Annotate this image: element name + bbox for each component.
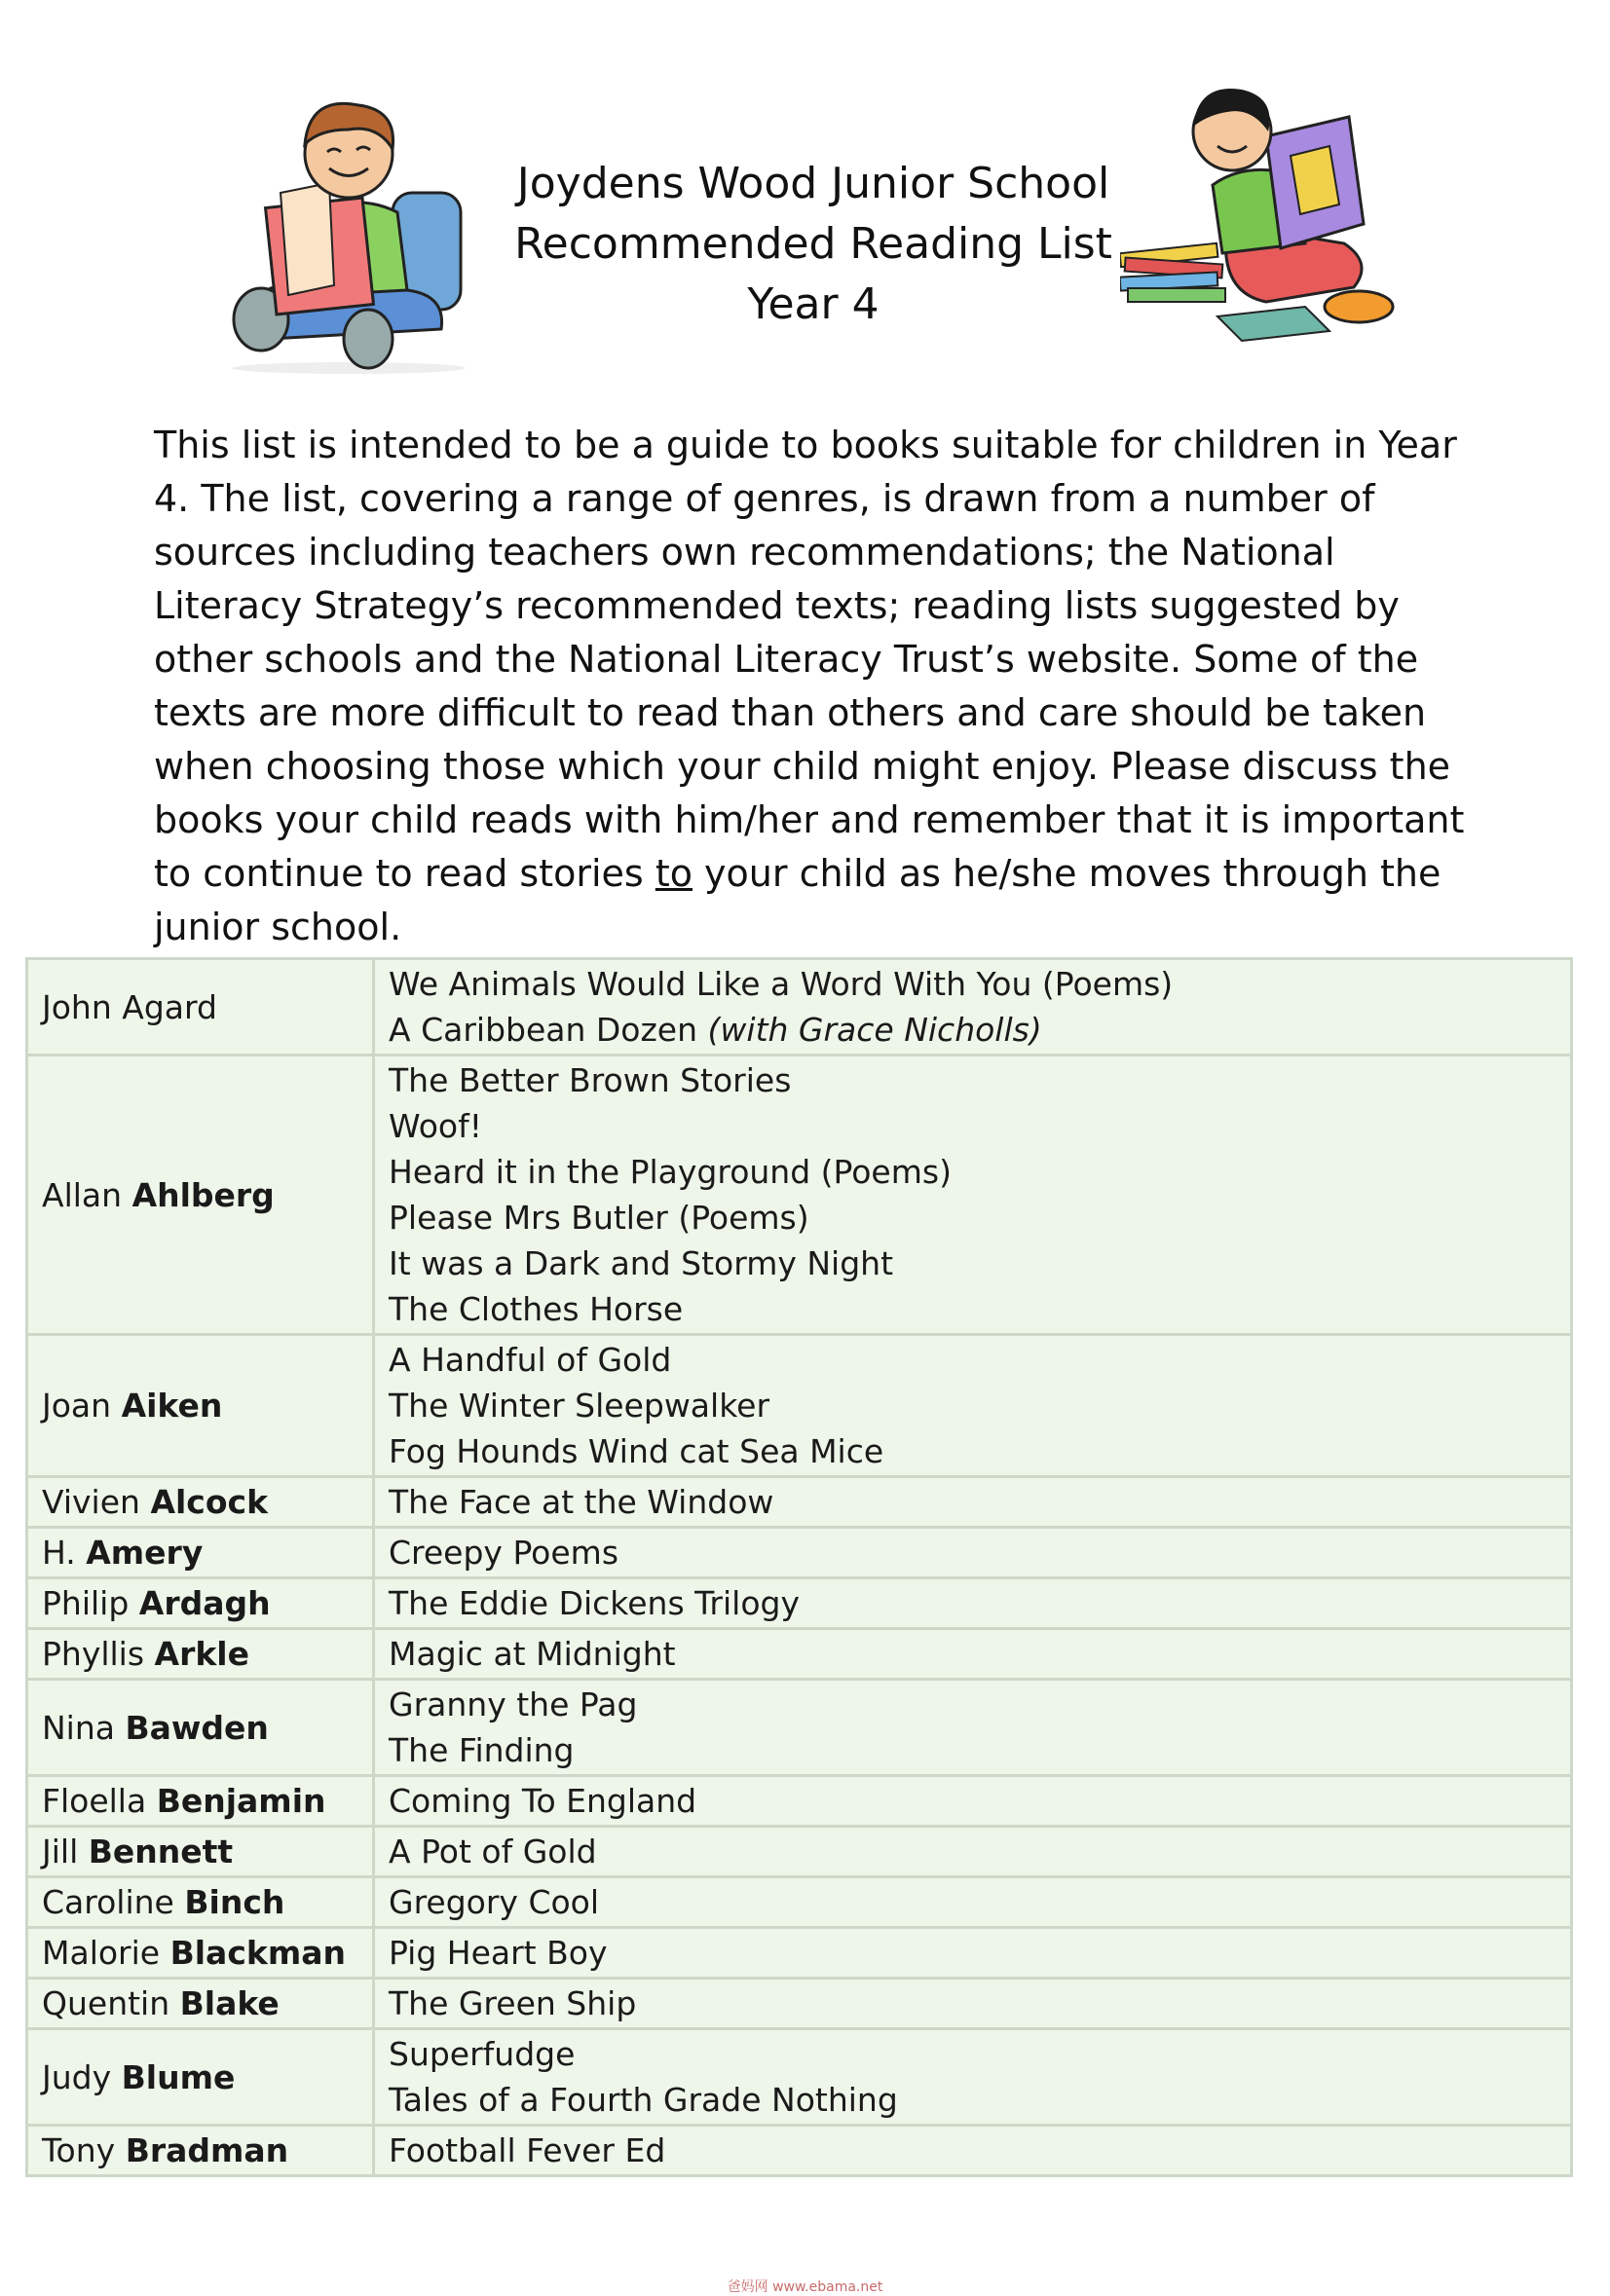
book-titles-cell — [374, 1928, 1572, 1979]
book-title-text: Coming To England — [389, 1782, 697, 1820]
book-titles-cell — [374, 1680, 1572, 1776]
author-cell — [27, 1979, 374, 2029]
book-title-text: Fog Hounds Wind cat Sea Mice — [389, 1432, 884, 1470]
book-title — [389, 1286, 1556, 1332]
book-titles-cell — [374, 1578, 1572, 1629]
book-title — [389, 1428, 1556, 1474]
book-title-text: Woof! — [389, 1107, 482, 1145]
title-line-school: Joydens Wood Junior School — [516, 159, 1110, 208]
book-title — [389, 1337, 1556, 1383]
author-cell — [27, 1629, 374, 1680]
author-cell — [27, 1827, 374, 1877]
book-title-text: A Pot of Gold — [389, 1833, 597, 1870]
book-title-text: Football Fever Ed — [389, 2131, 666, 2169]
book-title — [389, 1530, 1556, 1575]
author-first-name: Nina — [42, 1708, 115, 1747]
intro-emphasis: to — [655, 852, 693, 895]
author-surname: Agard — [122, 987, 217, 1026]
book-titles-cell — [374, 1477, 1572, 1528]
table-row — [27, 1827, 1572, 1877]
book-title — [389, 1682, 1556, 1727]
book-title-text: The Better Brown Stories — [389, 1061, 792, 1099]
author-cell — [27, 1477, 374, 1528]
book-title-text: The Green Ship — [389, 1984, 637, 2022]
book-title — [389, 1479, 1556, 1525]
author-surname: Bennett — [88, 1833, 234, 1870]
author-surname: Amery — [86, 1534, 204, 1572]
book-title — [389, 1241, 1556, 1286]
reading-list-table-container — [25, 957, 1573, 2177]
book-title-text: Please Mrs Butler (Poems) — [389, 1199, 809, 1237]
book-title-text: It was a Dark and Stormy Night — [389, 1244, 894, 1282]
author-first-name: John — [42, 987, 112, 1026]
book-title — [389, 1829, 1556, 1874]
table-row — [27, 2029, 1572, 2126]
author-surname: Alcock — [150, 1483, 269, 1521]
title-line-year: Year 4 — [747, 279, 880, 329]
book-title — [389, 2077, 1556, 2123]
author-first-name: Caroline — [42, 1883, 174, 1921]
table-row — [27, 1680, 1572, 1776]
table-row — [27, 2126, 1572, 2176]
book-title-text: The Winter Sleepwalker — [389, 1387, 770, 1425]
book-title-text: Granny the Pag — [389, 1685, 638, 1723]
book-title-text: Gregory Cool — [389, 1883, 600, 1921]
author-first-name: Phyllis — [42, 1635, 145, 1673]
book-title-text: Superfudge — [389, 2035, 576, 2073]
reading-list-table — [25, 957, 1573, 2177]
book-title — [389, 1383, 1556, 1428]
author-surname: Ardagh — [138, 1584, 271, 1622]
book-titles-cell — [374, 1877, 1572, 1928]
book-titles-cell — [374, 2029, 1572, 2126]
book-title-text: A Handful of Gold — [389, 1341, 672, 1379]
author-cell — [27, 2029, 374, 2126]
author-surname: Binch — [184, 1883, 285, 1921]
table-row — [27, 1776, 1572, 1827]
author-cell — [27, 1528, 374, 1578]
title-line-list: Recommended Reading List — [514, 219, 1112, 269]
book-titles-cell — [374, 1776, 1572, 1827]
footer-watermark: 爸妈网 www.ebama.net — [727, 2279, 883, 2295]
author-first-name: Judy — [42, 2057, 112, 2096]
book-titles-cell — [374, 959, 1572, 1055]
author-surname: Benjamin — [156, 1782, 326, 1820]
book-title — [389, 1727, 1556, 1773]
book-titles-cell — [374, 2126, 1572, 2176]
book-title — [389, 2128, 1556, 2173]
book-title-text: Tales of a Fourth Grade Nothing — [389, 2081, 898, 2119]
book-title-text: A Caribbean Dozen — [389, 1011, 708, 1049]
book-title — [389, 1580, 1556, 1626]
book-titles-cell — [374, 1979, 1572, 2029]
table-row — [27, 1335, 1572, 1477]
table-row — [27, 1629, 1572, 1680]
book-titles-cell — [374, 1827, 1572, 1877]
table-row — [27, 1877, 1572, 1928]
book-title — [389, 961, 1556, 1007]
author-surname: Blume — [121, 2057, 236, 2096]
author-cell — [27, 1680, 374, 1776]
author-cell — [27, 1578, 374, 1629]
book-title — [389, 1981, 1556, 2026]
author-first-name: Philip — [42, 1584, 130, 1622]
author-first-name: H. — [42, 1534, 76, 1572]
author-cell — [27, 1055, 374, 1335]
book-title — [389, 1631, 1556, 1677]
table-row — [27, 1055, 1572, 1335]
book-title-text: The Face at the Window — [389, 1483, 774, 1521]
author-cell — [27, 1776, 374, 1827]
intro-paragraph — [154, 419, 1479, 954]
author-first-name: Floella — [42, 1782, 147, 1820]
book-title-text: We Animals Would Like a Word With You (Poems) — [389, 965, 1174, 1003]
book-title — [389, 2031, 1556, 2077]
book-title-text: Creepy Poems — [389, 1534, 619, 1572]
table-row — [27, 959, 1572, 1055]
book-title — [389, 1103, 1556, 1149]
book-title-text: Pig Heart Boy — [389, 1934, 608, 1972]
book-title-text: The Finding — [389, 1731, 575, 1769]
author-surname: Blackman — [169, 1934, 346, 1972]
author-cell — [27, 959, 374, 1055]
book-title — [389, 1879, 1556, 1925]
author-surname: Arkle — [154, 1635, 249, 1673]
author-first-name: Vivien — [42, 1483, 140, 1521]
page-title — [419, 154, 1208, 335]
book-titles-cell — [374, 1055, 1572, 1335]
book-titles-cell — [374, 1335, 1572, 1477]
book-title — [389, 1057, 1556, 1103]
table-row — [27, 1578, 1572, 1629]
table-row — [27, 1528, 1572, 1578]
book-title-text: The Clothes Horse — [389, 1290, 684, 1328]
author-surname: Aiken — [121, 1387, 223, 1425]
book-title — [389, 1007, 1556, 1053]
book-title-text: Heard it in the Playground (Poems) — [389, 1153, 952, 1191]
table-row — [27, 1928, 1572, 1979]
author-first-name: Jill — [42, 1833, 79, 1870]
intro-text: This list is intended to be a guide to books suitable for children in Year 4. The list, covering a range of genres, is drawn from a number of sources including teachers own recommendations; the National Literacy Strategy’s recommended texts; reading lists suggested by other schools and the National Literacy Trust’s website. Some of the texts are more difficult to read than others and care should be taken when choosing those which your child might enjoy. Please discuss the books your child reads with him/her and remember that it is important to continue to read stories — [154, 424, 1465, 895]
book-title — [389, 1778, 1556, 1824]
book-titles-cell — [374, 1528, 1572, 1578]
author-surname: Bawden — [125, 1708, 269, 1747]
author-first-name: Allan — [42, 1175, 123, 1214]
author-surname: Blake — [179, 1984, 280, 2022]
author-cell — [27, 1877, 374, 1928]
author-cell — [27, 1928, 374, 1979]
author-first-name: Quentin — [42, 1984, 170, 2022]
book-title-note: (with Grace Nicholls) — [707, 1011, 1042, 1049]
table-row — [27, 1477, 1572, 1528]
author-cell — [27, 2126, 374, 2176]
author-surname: Ahlberg — [131, 1175, 275, 1214]
author-surname: Bradman — [125, 2131, 289, 2169]
intro-text-end: your child as he/she moves through the junior school. — [154, 852, 1442, 948]
author-cell — [27, 1335, 374, 1477]
author-first-name: Malorie — [42, 1934, 161, 1972]
table-row — [27, 1979, 1572, 2029]
book-title — [389, 1195, 1556, 1241]
book-title — [389, 1930, 1556, 1976]
author-first-name: Joan — [42, 1387, 112, 1425]
book-title-text: The Eddie Dickens Trilogy — [389, 1584, 801, 1622]
book-title — [389, 1149, 1556, 1195]
book-titles-cell — [374, 1629, 1572, 1680]
book-title-text: Magic at Midnight — [389, 1635, 676, 1673]
author-first-name: Tony — [42, 2131, 116, 2169]
